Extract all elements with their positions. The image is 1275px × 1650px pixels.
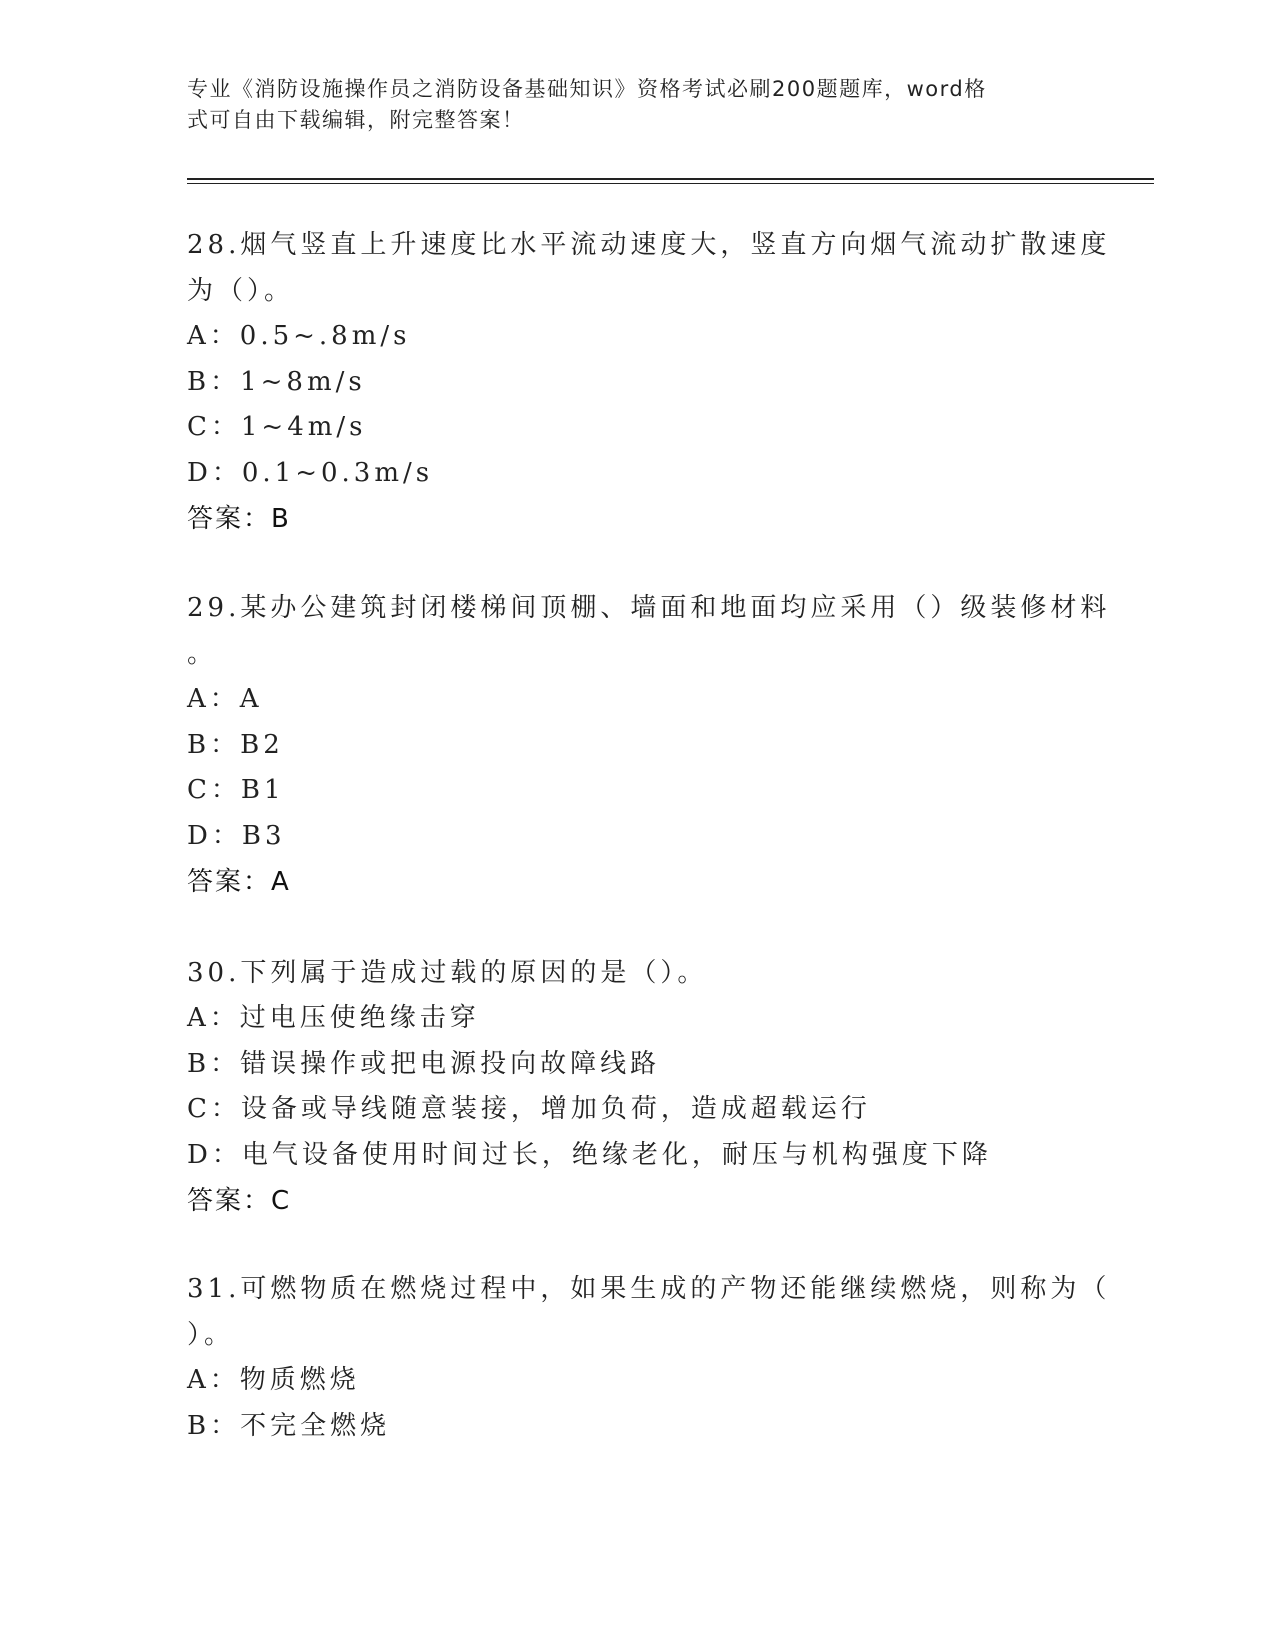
question-stem-line: 28.烟气竖直上升速度比水平流动速度大，竖直方向烟气流动扩散速度 bbox=[187, 230, 1111, 260]
document-header bbox=[187, 74, 1067, 136]
question-stem-line: 30.下列属于造成过载的原因的是（）。 bbox=[187, 958, 708, 988]
answer-label: 答案：B bbox=[187, 504, 291, 534]
question-stem-line: 29.某办公建筑封闭楼梯间顶棚、墙面和地面均应采用（）级装修材料 bbox=[187, 593, 1111, 623]
question-28 bbox=[187, 222, 1110, 542]
answer-label: 答案：C bbox=[187, 1186, 292, 1216]
option-d: D：0.1~0.3m/s bbox=[187, 457, 434, 488]
option-c: C：设备或导线随意装接，增加负荷，造成超载运行 bbox=[187, 1094, 871, 1124]
option-b: B：错误操作或把电源投向故障线路 bbox=[187, 1048, 661, 1079]
header-line-2: 式可自由下载编辑，附完整答案！ bbox=[187, 108, 525, 132]
question-30 bbox=[187, 950, 992, 1224]
option-a: A：0.5~.8m/s bbox=[187, 321, 411, 351]
option-c: C：B1 bbox=[187, 775, 285, 805]
header-divider-thin bbox=[187, 183, 1154, 184]
question-31 bbox=[187, 1266, 1110, 1449]
header-divider bbox=[187, 178, 1154, 180]
option-a: A：A bbox=[187, 684, 263, 714]
answer-label: 答案：A bbox=[187, 867, 291, 897]
option-a: A：物质燃烧 bbox=[187, 1365, 360, 1395]
question-stem-line: 31.可燃物质在燃烧过程中，如果生成的产物还能继续燃烧，则称为（ bbox=[187, 1274, 1111, 1304]
question-29 bbox=[187, 585, 1110, 905]
option-b: B：1~8m/s bbox=[187, 366, 366, 397]
question-stem-line: 为（）。 bbox=[187, 276, 295, 306]
option-d: D：电气设备使用时间过长，绝缘老化，耐压与机构强度下降 bbox=[187, 1139, 992, 1170]
header-line-1: 专业《消防设施操作员之消防设备基础知识》资格考试必刷200题题库，word格 bbox=[187, 77, 987, 101]
option-a: A：过电压使绝缘击穿 bbox=[187, 1003, 480, 1033]
option-b: B：不完全燃烧 bbox=[187, 1410, 391, 1441]
question-stem-line: 。 bbox=[187, 639, 218, 669]
option-d: D：B3 bbox=[187, 820, 286, 851]
option-c: C：1~4m/s bbox=[187, 412, 367, 442]
option-b: B：B2 bbox=[187, 729, 284, 760]
question-stem-line: ）。 bbox=[187, 1320, 235, 1350]
